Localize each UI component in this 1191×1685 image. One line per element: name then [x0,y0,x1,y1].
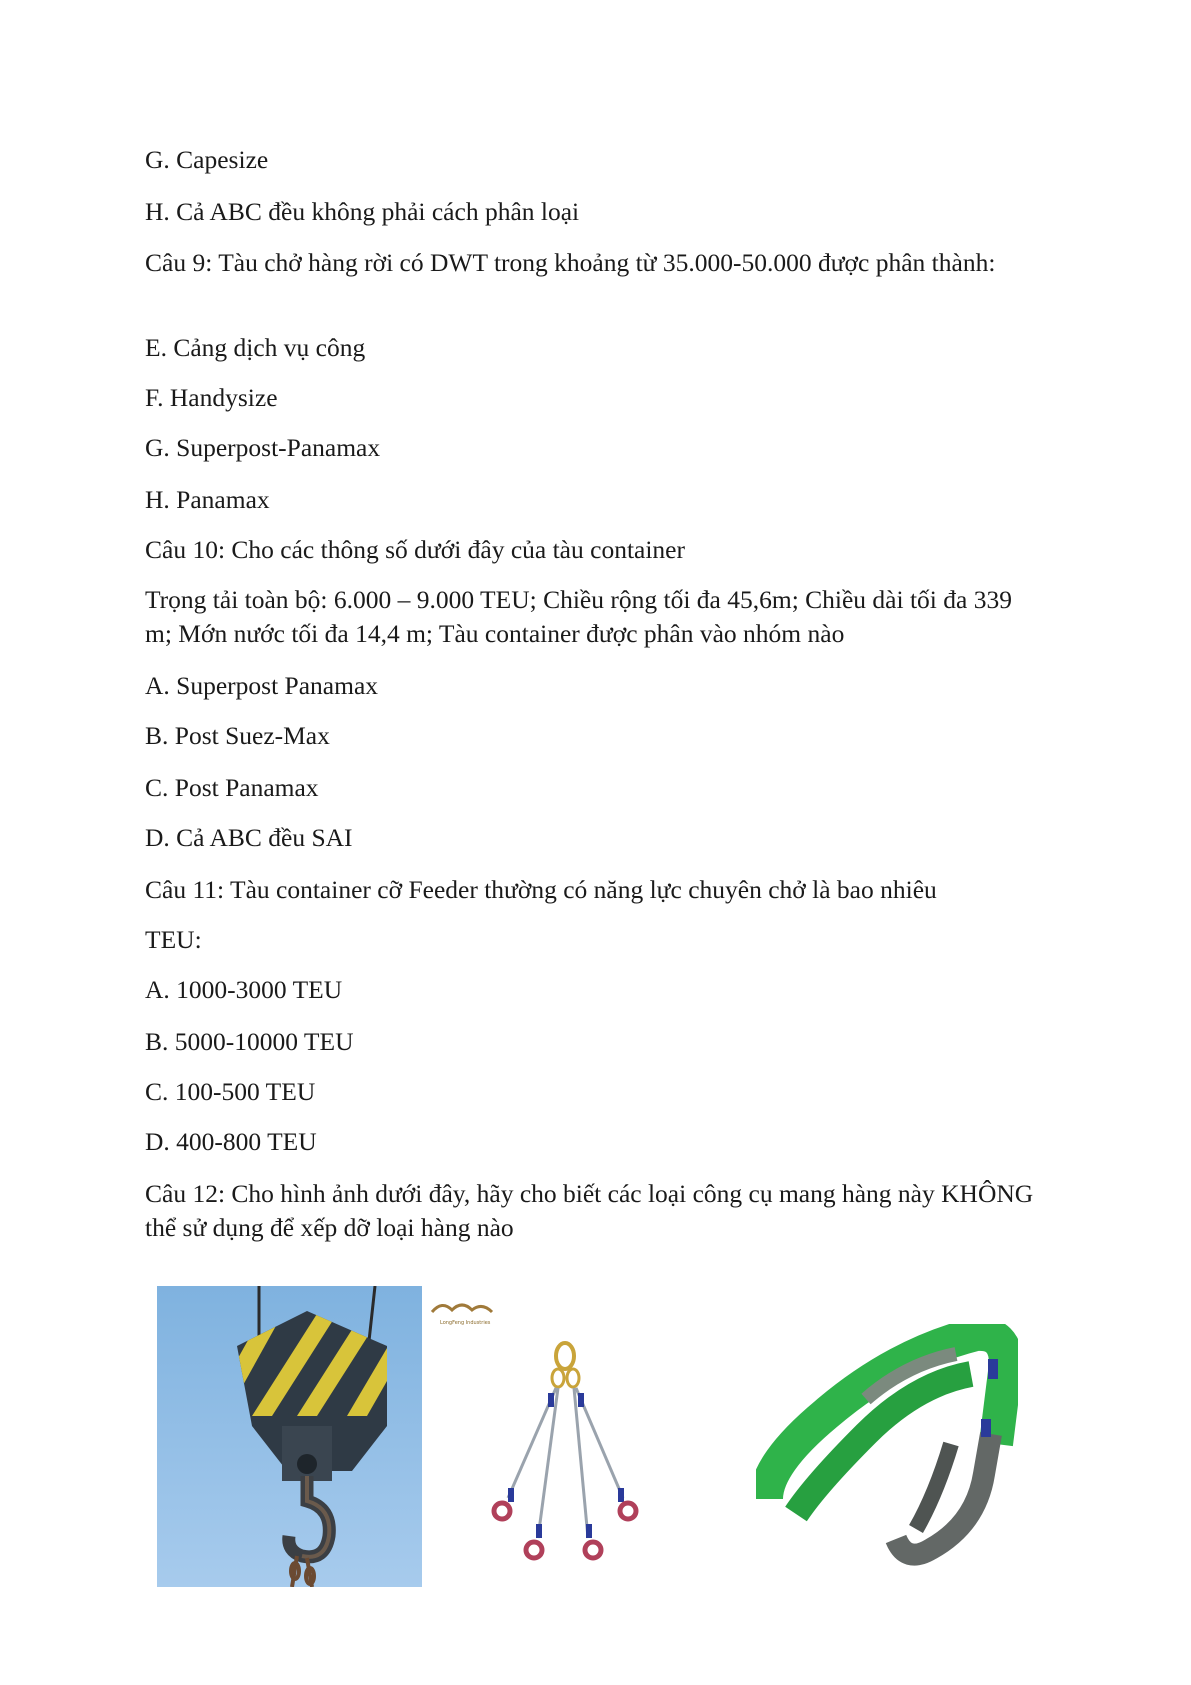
option-g-q8: G. Capesize [145,145,269,174]
option-e-q9: E. Cảng dịch vụ công [145,333,366,362]
option-d-q10: D. Cả ABC đều SAI [145,823,353,852]
question-9: Câu 9: Tàu chở hàng rời có DWT trong khoảng từ 35.000-50.000 được phân thành: [145,248,996,277]
option-f-q9: F. Handysize [145,383,278,412]
question-12: Câu 12: Cho hình ảnh dưới đây, hãy cho biết các loại công cụ mang hàng này KHÔNG thể sử dụng để xếp dỡ loại hàng nào [145,1179,1034,1242]
crane-hook-image [157,1286,422,1587]
option-d-q11: D. 400-800 TEU [145,1127,317,1156]
question-11-cont: TEU: [145,925,202,954]
option-a-q10: A. Superpost Panamax [145,671,379,700]
option-c-q10: C. Post Panamax [145,773,319,802]
option-b-q10: B. Post Suez-Max [145,721,330,750]
logo-text: LongFeng Industries [440,1320,491,1326]
question-10: Câu 10: Cho các thông số dưới đây của tàu container [145,535,685,564]
option-b-q11: B. 5000-10000 TEU [145,1027,354,1056]
option-h-q8: H. Cả ABC đều không phải cách phân loại [145,197,580,226]
wire-sling-image [428,1298,663,1588]
question-10-specs: Trọng tải toàn bộ: 6.000 – 9.000 TEU; Chiều rộng tối đa 45,6m; Chiều dài tối đa 339 m; Mớn nước tối đa 14,4 m; Tàu container được phân vào nhóm nào [145,585,1012,648]
question-11: Câu 11: Tàu container cỡ Feeder thường có năng lực chuyên chở là bao nhiêu [145,875,937,904]
option-h-q9: H. Panamax [145,485,270,514]
webbing-sling-image [756,1324,1018,1587]
option-c-q11: C. 100-500 TEU [145,1077,316,1106]
option-a-q11: A. 1000-3000 TEU [145,975,343,1004]
option-g-q9: G. Superpost-Panamax [145,433,381,462]
